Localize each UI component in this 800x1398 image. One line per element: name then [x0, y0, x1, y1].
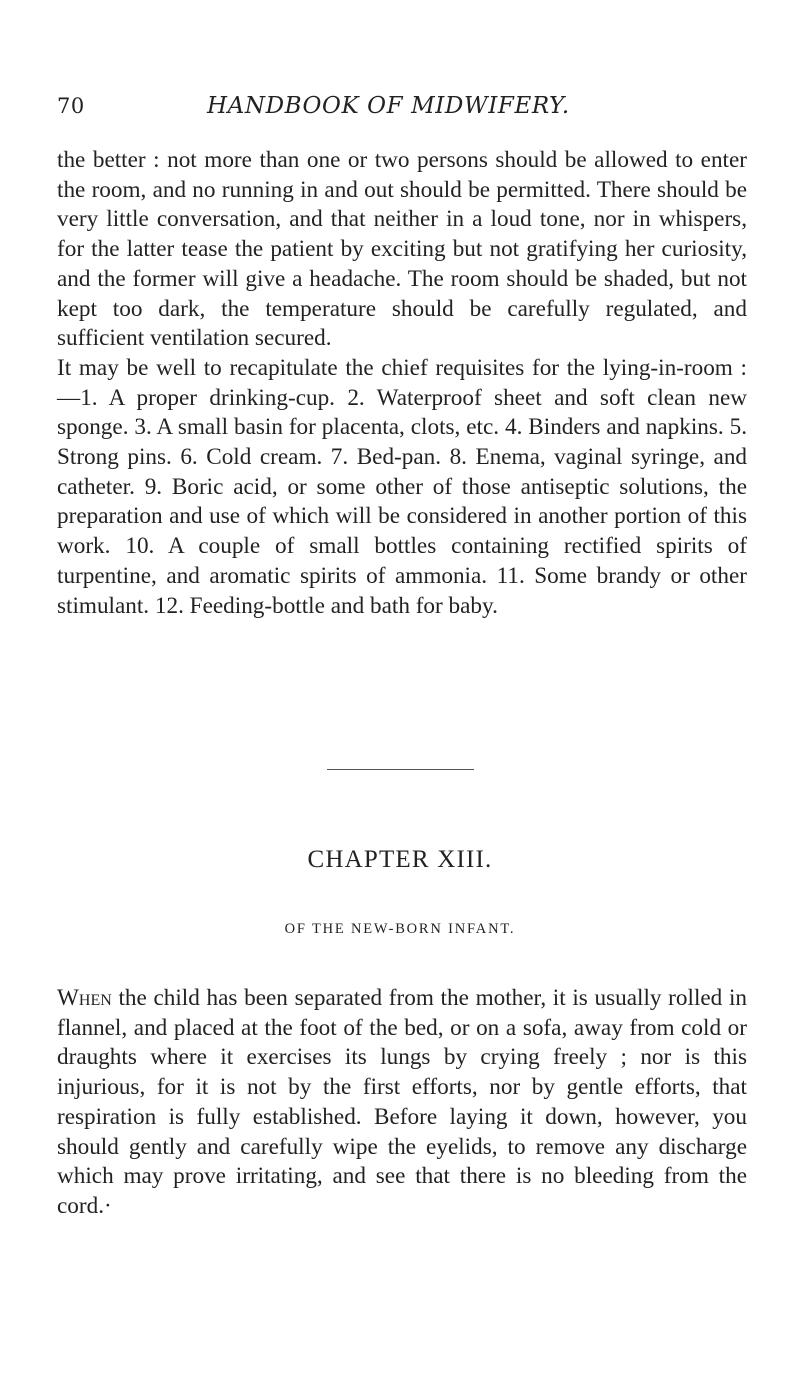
page-header	[57, 92, 747, 126]
paragraph-newborn-text: the child has been separated from the mother, it is usually rolled in flannel, and placed at the foot of the bed, or on a sofa, away from cold or draughts where it exercises its lungs by crying freely ; nor is this injurious, for it is not by the first efforts, nor by gentle efforts, that respiration is fully established. Before laying it down, however, you should gently and carefully wipe the eyelids, to remove any discharge which may prove irritating, and see that there is no bleeding from the cord.·	[57, 985, 747, 1219]
paragraph-requisites: It may be well to recapitulate the chief requisites for the lying-in-room :—1. A proper drinking-cup. 2. Waterproof sheet and soft clean new sponge. 3. A small basin for placenta, clots, etc. 4. Binders and napkins. 5. Strong pins. 6. Cold cream. 7. Bed-pan. 8. Enema, vaginal syringe, and catheter. 9. Boric acid, or some other of those antiseptic solutions, the preparation and use of which will be considered in another portion of this work. 10. A couple of small bottles containing rectified spirits of turpentine, and aromatic spirits of ammonia. 11. Some brandy or other stimulant. 12. Feeding-bottle and bath for baby.	[57, 354, 747, 619]
running-head: HANDBOOK OF MIDWIFERY.	[207, 93, 570, 119]
section-divider	[327, 769, 474, 770]
chapter-title: CHAPTER XIII.	[307, 846, 493, 873]
text-block-bottom	[57, 984, 747, 1222]
text-block-top	[57, 146, 747, 621]
paragraph-newborn	[57, 984, 747, 1222]
page-number: 70	[57, 94, 85, 118]
paragraph-visitors: the better : not more than one or two persons should be allowed to enter the room, and no running in and out should be permitted. There should be very little conversation, and that neither in a loud tone, nor in whispers, for the latter tease the patient by exciting but not gratifying her curiosity, and the former will give a headache. The room should be shaded, but not kept too dark, the temperature should be carefully regulated, and sufficient ventilation secured.	[57, 147, 747, 352]
chapter-subtitle: OF THE NEW-BORN INFANT.	[284, 921, 516, 937]
lead-word: When	[57, 985, 112, 1011]
